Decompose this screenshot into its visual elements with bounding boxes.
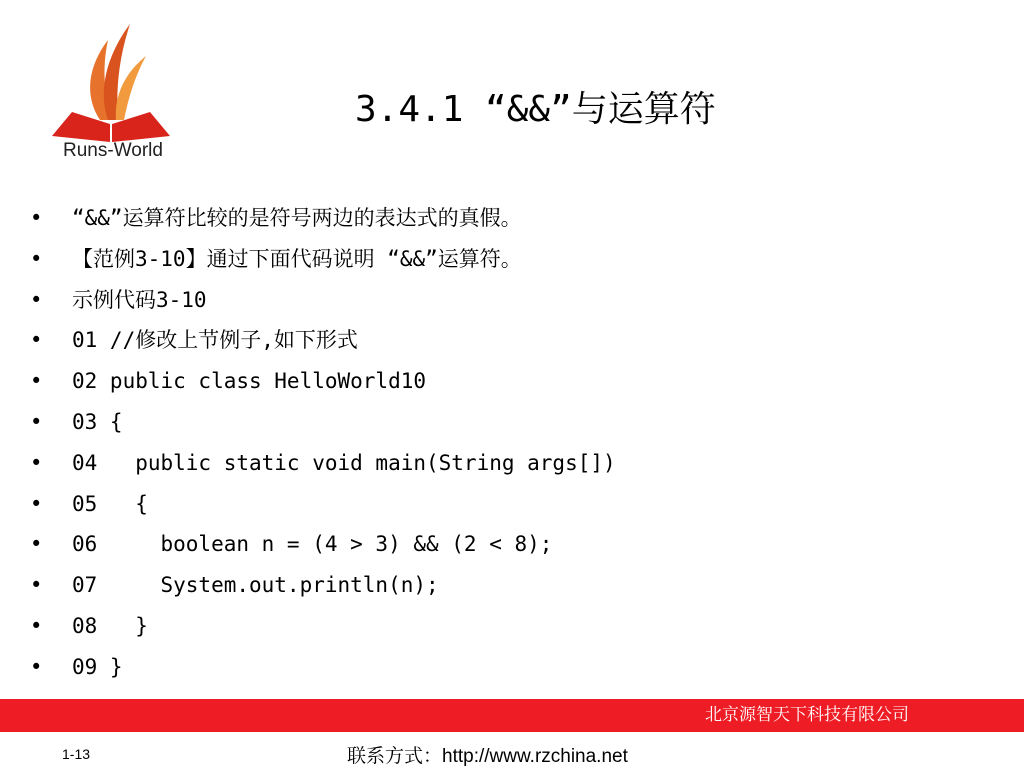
list-item — [30, 484, 616, 525]
bullet-icon: • — [30, 654, 43, 679]
list-item-text: 01 //修改上节例子,如下形式 — [72, 328, 358, 353]
contact-label: 联系方式： — [347, 745, 443, 767]
contact-info — [347, 741, 628, 768]
contact-url[interactable]: http://www.rzchina.net — [442, 746, 628, 767]
list-item-text: 02 public class HelloWorld10 — [72, 369, 427, 394]
bullet-icon: • — [30, 409, 43, 434]
list-item — [30, 524, 616, 565]
bullet-icon: • — [30, 491, 43, 516]
bullet-icon: • — [30, 369, 43, 394]
list-item — [30, 443, 616, 484]
company-name: 北京源智天下科技有限公司 — [705, 705, 909, 725]
list-item-text: 09 } — [72, 654, 123, 679]
logo-text: Runs-World — [63, 140, 163, 161]
list-item-text: 06 boolean n = (4 > 3) && (2 < 8); — [72, 532, 553, 557]
list-item — [30, 402, 616, 443]
bullet-icon: • — [30, 328, 43, 353]
list-item-text: 【范例3-10】通过下面代码说明 “&&”运算符。 — [72, 246, 522, 271]
list-item-text: 08 } — [72, 613, 148, 638]
list-item — [30, 280, 616, 321]
bullet-list — [30, 198, 616, 688]
list-item-text: 示例代码3-10 — [72, 287, 207, 312]
list-item-text: 07 System.out.println(n); — [72, 573, 439, 598]
list-item — [30, 606, 616, 647]
flame-book-icon — [44, 16, 178, 146]
bullet-icon: • — [30, 532, 43, 557]
bullet-icon: • — [30, 613, 43, 638]
page-number: 1-13 — [62, 746, 91, 762]
list-item-text: 05 { — [72, 491, 148, 516]
slide-title: 3.4.1 “&&”与运算符 — [355, 89, 716, 130]
list-item-text: “&&”运算符比较的是符号两边的表达式的真假。 — [72, 206, 522, 230]
bullet-icon: • — [30, 206, 43, 230]
list-item — [30, 565, 616, 606]
list-item-text: 03 { — [72, 409, 123, 434]
bullet-icon: • — [30, 450, 43, 475]
runs-world-logo — [44, 16, 178, 166]
list-item-text: 04 public static void main(String args[]) — [72, 450, 616, 475]
list-item — [30, 320, 616, 361]
list-item — [30, 361, 616, 402]
bullet-icon: • — [30, 246, 43, 271]
list-item — [30, 239, 616, 280]
list-item — [30, 198, 616, 239]
list-item — [30, 647, 616, 688]
bullet-icon: • — [30, 287, 43, 312]
bullet-icon: • — [30, 573, 43, 598]
